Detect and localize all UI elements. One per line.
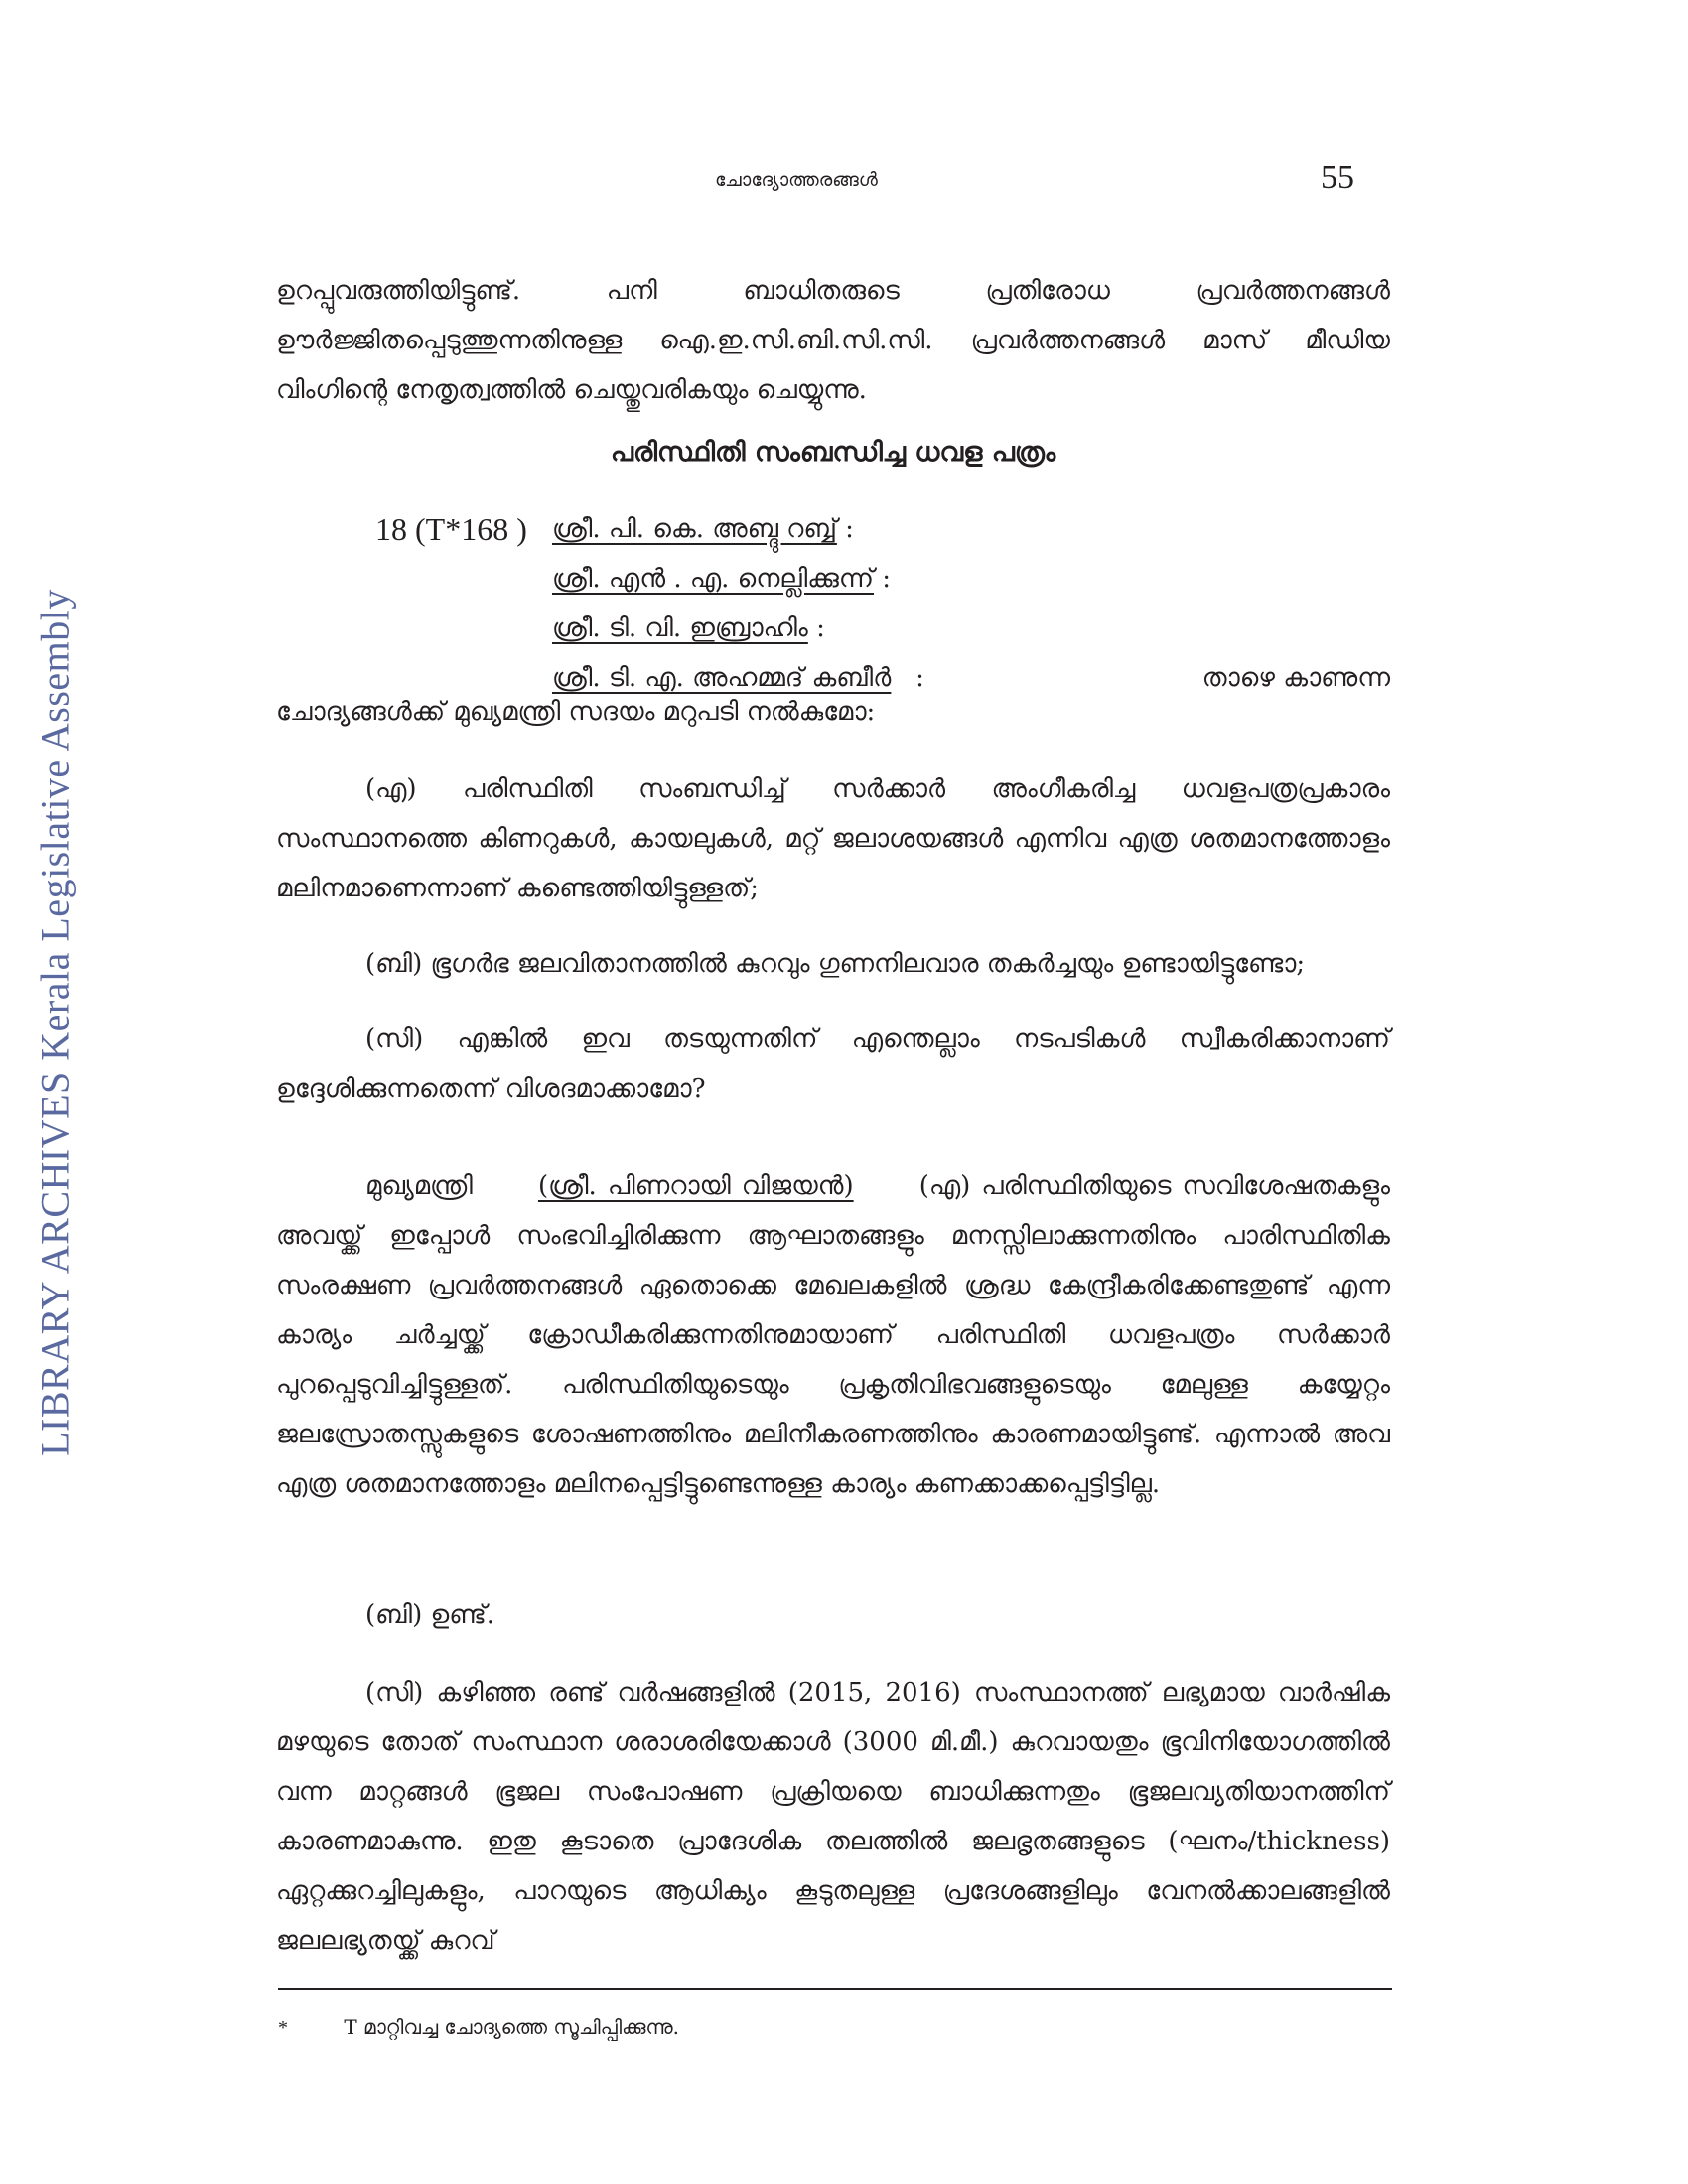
answer-part-a-text: (എ) പരിസ്ഥിതിയുടെ സവിശേഷതകളും അവയ്ക്ക് ഇപ്പോൾ സംഭവിച്ചിരിക്കുന്ന ആഘാതങ്ങളും മനസ്സിലാക്കുന്നതിനും പാരിസ്ഥിതിക സംരക്ഷണ പ്രവർത്തനങ്ങൾ ഏതൊക്കെ മേഖലകളിൽ ശ്രദ്ധ കേന്ദ്രീകരിക്കേണ്ടതുണ്ട് എന്ന കാര്യം ചർച്ചയ്ക്ക് ക്രോഡീകരിക്കുന്നതിനുമായാണ് പരിസ്ഥിതി ധവളപത്രം സർക്കാർ പുറപ്പെടുവിച്ചിട്ടുള്ളത്. പരിസ്ഥിതിയുടെയും പ്രകൃതിവിഭവങ്ങളുടെയും മേലുള്ള കയ്യേറ്റം ജലസ്രോതസ്സുകളുടെ ശോഷണത്തിനും മലിനീകരണത്തിനും കാരണമായിട്ടുണ്ട്. എന്നാൽ അവ എത്ര ശതമാനത്തോളം മലിനപ്പെട്ടിട്ടുണ്ടെന്നുള്ള കാര്യം കണക്കാക്കപ്പെട്ടിട്ടില്ല. bbox=[276, 1171, 1391, 1499]
member-name-3: ശ്രീ. ടി. വി. ഇബ്രാഹിം : bbox=[552, 614, 825, 643]
member-list bbox=[552, 504, 1390, 703]
footnote bbox=[278, 2015, 679, 2040]
question-parts bbox=[276, 764, 1390, 1140]
answer-part-a bbox=[276, 1161, 1390, 1509]
question-intro: ചോദ്യങ്ങൾക്ക് മുഖ്യമന്ത്രി സദയം മറുപടി നൽകുമോ: bbox=[276, 697, 876, 727]
answer-part-c: (സി) കഴിഞ്ഞ രണ്ട് വർഷങ്ങളിൽ (2015, 2016) സംസ്ഥാനത്ത് ലഭ്യമായ വാർഷിക മഴയുടെ തോത് സംസ്ഥാന ശരാശരിയേക്കാൾ (3000 മി.മീ.) കുറവായതും ഭൂവിനിയോഗത്തിൽ വന്ന മാറ്റങ്ങൾ ഭൂജല സംപോഷണ പ്രക്രിയയെ ബാധിക്കുന്നതും ഭൂജലവ്യതിയാനത്തിന് കാരണമാകുന്നു. ഇതു കൂടാതെ പ്രാദേശിക തലത്തിൽ ജലഭൃതങ്ങളുടെ (ഘനം/thickness) ഏറ്റക്കുറച്ചിലുകളും, പാറയുടെ ആധിക്യം കൂടുതലുള്ള പ്രദേശങ്ങളിലും വേനൽക്കാലങ്ങളിൽ ജലലഭ്യതയ്ക്ക് കുറവ് bbox=[276, 1678, 1390, 1956]
continued-paragraph: ഉറപ്പുവരുത്തിയിട്ടുണ്ട്. പനി ബാധിതരുടെ പ്രതിരോധ പ്രവർത്തനങ്ങൾ ഊർജ്ജിതപ്പെടുത്തുന്നതിനുള്ള ഐ.ഇ.സി.ബി.സി.സി. പ്രവർത്തനങ്ങൾ മാസ് മീഡിയ വിംഗിന്റെ നേതൃത്വത്തിൽ ചെയ്തുവരികയും ചെയ്യുന്നു. bbox=[276, 276, 1390, 405]
footnote-divider bbox=[278, 1988, 1392, 1990]
question-part-a: (എ) പരിസ്ഥിതി സംബന്ധിച്ച് സർക്കാർ അംഗീകരിച്ച ധവളപത്രപ്രകാരം സംസ്ഥാനത്തെ കിണറുകൾ, കായലുകൾ, മറ്റ് ജലാശയങ്ങൾ എന്നിവ എത്ര ശതമാനത്തോളം മലിനമാണെന്നാണ് കണ്ടെത്തിയിട്ടുള്ളത്; bbox=[276, 774, 1390, 903]
footnote-text: T മാറ്റിവച്ച ചോദ്യത്തെ സൂചിപ്പിക്കുന്നു. bbox=[344, 2015, 680, 2039]
footnote-marker: * bbox=[278, 2017, 288, 2039]
question-number: 18 (T*168 ) bbox=[375, 511, 527, 547]
member-name-1: ശ്രീ. പി. കെ. അബ്ദു റബ്ബ് : bbox=[552, 514, 854, 544]
question-trailing-text: താഴെ കാണുന്ന bbox=[1201, 663, 1390, 693]
page-number: 55 bbox=[1321, 159, 1354, 196]
question-part-b: (ബി) ഭൂഗർഭ ജലവിതാനത്തിൽ കുറവും ഗുണനിലവാര തകർച്ചയും ഉണ്ടായിട്ടുണ്ടോ; bbox=[365, 949, 1306, 979]
running-head: ചോദ്യോത്തരങ്ങൾ bbox=[715, 169, 878, 191]
minister-name: (ശ്രീ. പിണറായി വിജയൻ) bbox=[538, 1171, 854, 1201]
answer-part-a-block bbox=[276, 1161, 1390, 1509]
question-part-c: (സി) എങ്കിൽ ഇവ തടയുന്നതിന് എന്തെല്ലാം നടപടികൾ സ്വീകരിക്കാനാണ് ഉദ്ദേശിക്കുന്നതെന്ന് വിശദമാക്കാമോ? bbox=[276, 1024, 1390, 1104]
member-name-2: ശ്രീ. എൻ . എ. നെല്ലിക്കുന്ന് : bbox=[552, 564, 892, 594]
section-heading: പരിസ്ഥിതി സംബന്ധിച്ച ധവള പത്രം bbox=[610, 437, 1056, 468]
answer-part-c-block bbox=[276, 1668, 1390, 1966]
minister-title: മുഖ്യമന്ത്രി bbox=[365, 1171, 473, 1201]
member-name-4: ശ്രീ. ടി. എ. അഹമ്മദ് കബീർ : താഴെ കാണുന്ന bbox=[552, 653, 1390, 703]
watermark-text: LIBRARY ARCHIVES Kerala Legislative Assembly bbox=[32, 589, 77, 1456]
answer-part-b: (ബി) ഉണ്ട്. bbox=[365, 1600, 495, 1630]
question-number-block bbox=[375, 504, 527, 557]
